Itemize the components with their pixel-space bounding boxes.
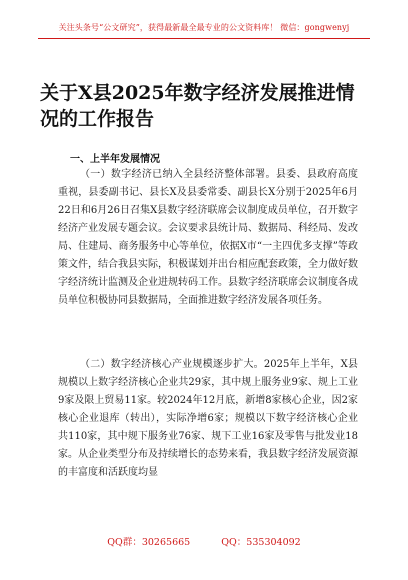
footer-qq-group: QQ群：30265665 bbox=[107, 537, 191, 548]
header-divider bbox=[38, 38, 370, 39]
document-title: 关于X县2025年数字经济发展推进情况的工作报告 bbox=[40, 82, 355, 130]
footer-contact bbox=[0, 534, 408, 548]
body-paragraph: （一）数字经济已纳入全县经济整体部署。县委、县政府高度重视，县委副书记、县长X及县委常委、副县长X分别于2025年6月22日和6月26日召集X县数字经济联席会议制度成员单位，召开数字经济产业发展专题会议。会议要求县统计局、数据局、科经局、发改局、住建局、商务服务中心等单位，依据X市“一主四优多支撑”等政策文件，结合我县实际，积极谋划并出台相应配套政策，全力做好数字经济统计监测及企业进规转码工作。县数字经济联席会议制度各成员单位积极协同县数据局，全面推进数字经济发展各项任务。 bbox=[58, 169, 358, 306]
header-promo-note: 关注头条号“公文研究”，获得最新最全最专业的公文资料库！ 微信：gongwenyj bbox=[58, 23, 350, 32]
section-heading: 一、上半年发展情况 bbox=[70, 154, 160, 165]
body-paragraph: （二）数字经济核心产业规模逐步扩大。2025年上半年，X县规模以上数字经济核心企业共29家，其中规上服务业9家、规上工业9家及限上贸易11家。较2024年12月底，新增8家核心企业，因2家核心企业退库（转出），实际净增6家；规模以下数字经济核心企业共110家，其中规下服务业76家、规下工业16家及零售与批发业18家。从企业类型分布及持续增长的态势来看，我县数字经济发展资源的丰富度和活跃度均显 bbox=[58, 359, 358, 478]
footer-qq: QQ：535304092 bbox=[221, 537, 301, 548]
